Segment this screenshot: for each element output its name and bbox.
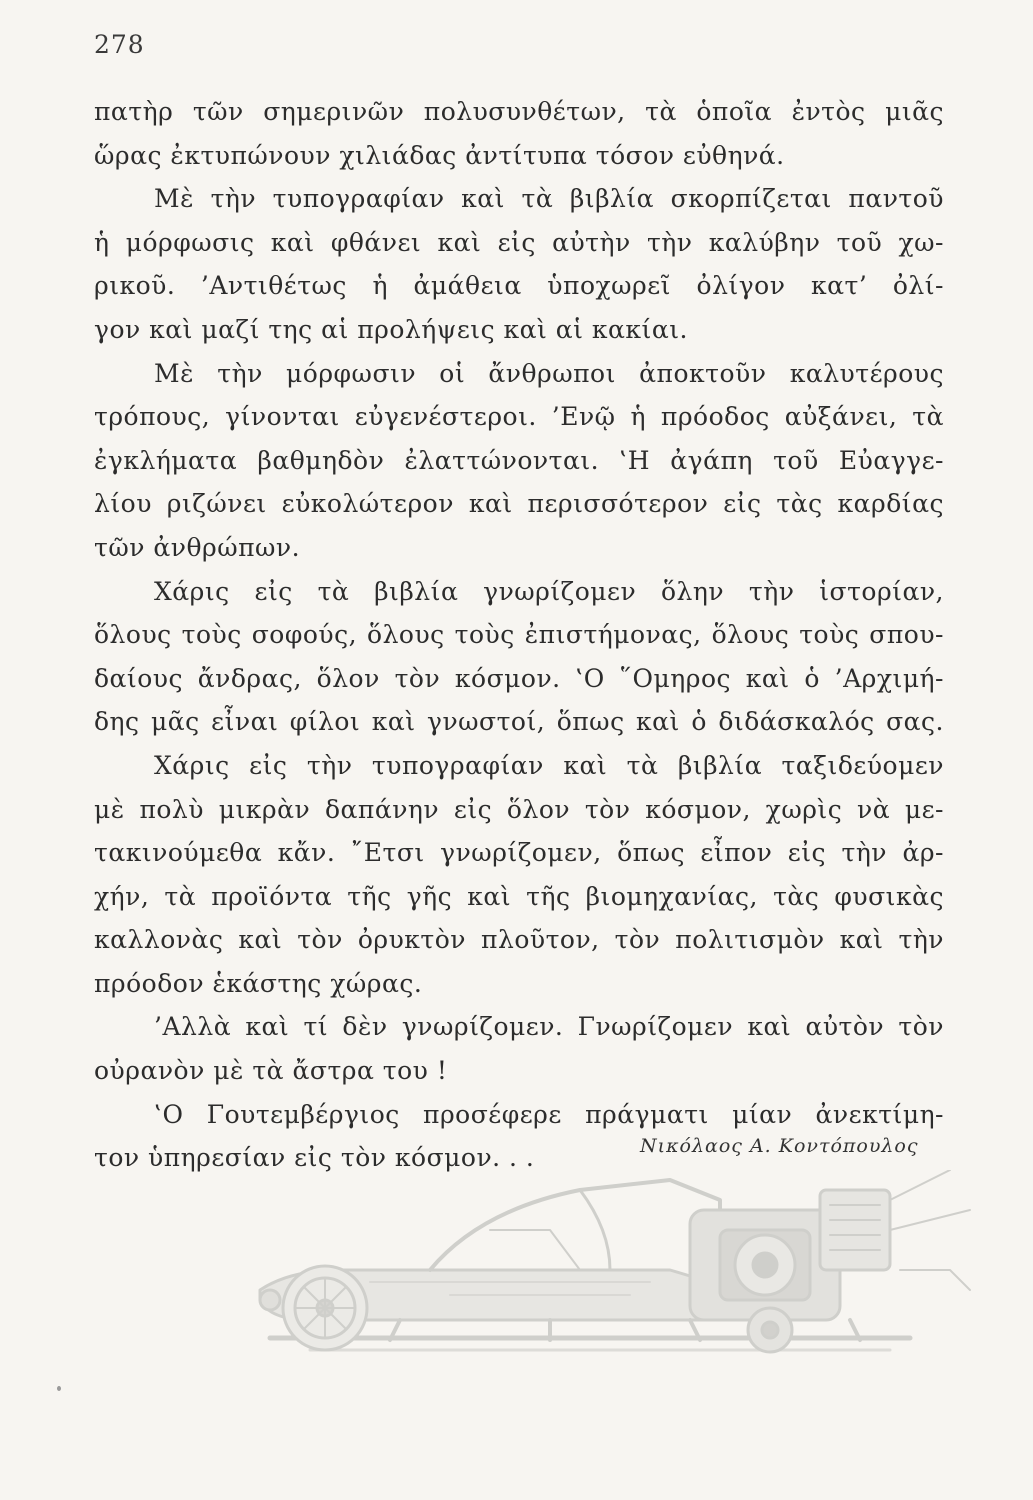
printing-press-illustration <box>250 1170 1020 1360</box>
page-number: 278 <box>94 30 145 59</box>
text-line: τρόπους, γίνονται εὐγενέστεροι. ’Ενῷ ἡ πρόοδος αὐξάνει, τὰ <box>94 402 944 432</box>
text-line: χήν, τὰ προϊόντα τῆς γῆς καὶ τῆς βιομηχανίας, τὰς φυσικὰς <box>94 881 944 911</box>
paper-speck <box>57 1386 61 1391</box>
text-line: δης μᾶς εἶναι φίλοι καὶ γνωστοί, ὅπως καὶ ὁ διδάσκαλός σας. <box>94 707 944 737</box>
text-line: ’Αλλὰ καὶ τί δὲν γνωρίζομεν. Γνωρίζομεν καὶ αὐτὸν τὸν <box>154 1012 944 1042</box>
text-line: ‛Ο Γουτεμβέργιος προσέφερε πράγματι μίαν ἀνεκτίμη- <box>154 1099 944 1129</box>
text-line: τον ὑπηρεσίαν εἰς τὸν κόσμον. . . <box>94 1143 535 1173</box>
text-line: Χάρις εἰς τὰ βιβλία γνωρίζομεν ὅλην τὴν ἱστορίαν, <box>154 576 944 606</box>
text-line: μὲ πολὺ μικρὰν δαπάνην εἰς ὅλον τὸν κόσμον, χωρὶς νὰ με- <box>94 794 944 824</box>
text-line: δαίους ἄνδρας, ὅλον τὸν κόσμον. ‛Ο ῞Ομηρος καὶ ὁ ’Αρχιμή- <box>94 663 944 693</box>
text-line: ἐγκλήματα βαθμηδὸν ἐλαττώνονται. ‛Η ἀγάπη τοῦ Εὐαγγε- <box>94 445 944 475</box>
text-line: ὅλους τοὺς σοφούς, ὅλους τοὺς ἐπιστήμονας, ὅλους τοὺς σπου- <box>94 620 944 650</box>
text-line: Χάρις εἰς τὴν τυπογραφίαν καὶ τὰ βιβλία ταξιδεύομεν <box>154 750 944 780</box>
text-line: ἡ μόρφωσις καὶ φθάνει καὶ εἰς αὐτὴν τὴν καλύβην τοῦ χω- <box>94 227 944 257</box>
text-line: Μὲ τὴν τυπογραφίαν καὶ τὰ βιβλία σκορπίζεται παντοῦ <box>154 184 944 214</box>
text-line: λίου ριζώνει εὐκολώτερον καὶ περισσότερον εἰς τὰς καρδίας <box>94 489 944 519</box>
text-line: γον καὶ μαζί της αἱ προλήψεις καὶ αἱ κακίαι. <box>94 314 688 344</box>
body-text <box>94 90 944 1180</box>
text-line: ὥρας ἐκτυπώνουν χιλιάδας ἀντίτυπα τόσον εὐθηνά. <box>94 140 785 170</box>
author-signature: Νικόλαος Α. Κοντόπουλος <box>640 1135 919 1157</box>
text-line: καλλονὰς καὶ τὸν ὀρυκτὸν πλοῦτον, τὸν πολιτισμὸν καὶ τὴν <box>94 925 944 955</box>
text-line: Μὲ τὴν μόρφωσιν οἱ ἄνθρωποι ἀποκτοῦν καλυτέρους <box>154 358 944 388</box>
text-line: τακινούμεθα κἄν. ῎Ετσι γνωρίζομεν, ὅπως εἶπον εἰς τὴν ἀρ- <box>94 838 944 868</box>
text-line: ρικοῦ. ’Αντιθέτως ἡ ἀμάθεια ὑποχωρεῖ ὀλίγον κατ’ ὀλί- <box>94 271 944 301</box>
text-line: πρόοδον ἑκάστης χώρας. <box>94 968 423 998</box>
text-line: πατὴρ τῶν σημερινῶν πολυσυνθέτων, τὰ ὁποῖα ἐντὸς μιᾶς <box>94 97 944 126</box>
text-line: τῶν ἀνθρώπων. <box>94 532 301 562</box>
text-line: οὐρανὸν μὲ τὰ ἄστρα του ! <box>94 1056 448 1086</box>
